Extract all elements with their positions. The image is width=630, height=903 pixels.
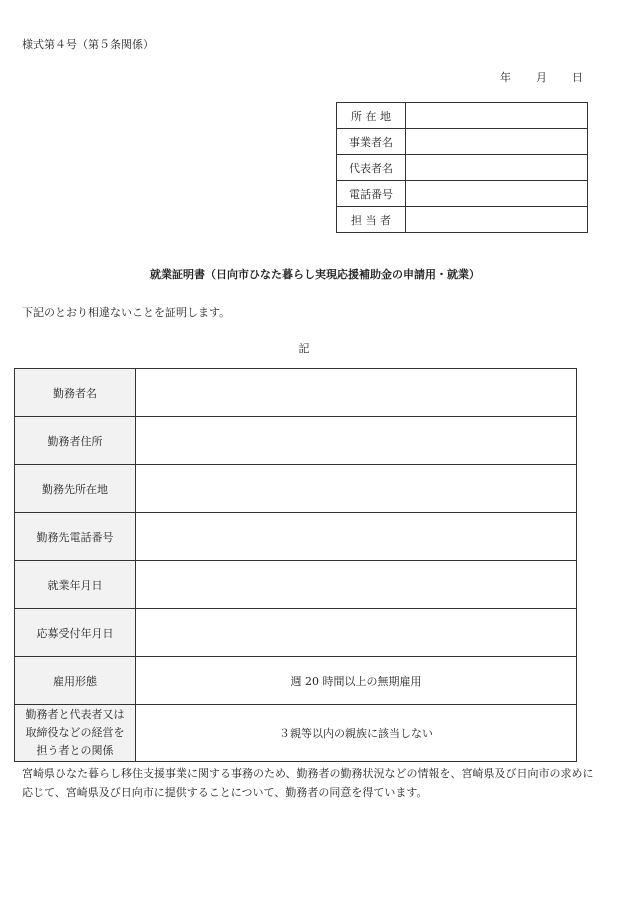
consent-note: 宮崎県ひなた暮らし移住支援事業に関する事務のため、勤務者の勤務状況などの情報を、宮崎県及び日向市の求めに応じて、宮崎県及び日向市に提供することについて、勤務者の同意を得ています。	[22, 767, 594, 799]
table-row	[15, 465, 577, 513]
application-date-field[interactable]	[136, 609, 577, 657]
table-row	[15, 417, 577, 465]
workplace-phone-label: 勤務先電話番号	[15, 513, 136, 561]
relation-label-line: 担う者との関係	[36, 744, 114, 757]
business-info-table	[336, 102, 588, 233]
employment-type-label: 雇用形態	[15, 657, 136, 705]
relation-label-line: 取締役などの経営を	[25, 726, 125, 739]
worker-address-field[interactable]	[136, 417, 577, 465]
workplace-phone-field[interactable]	[136, 513, 577, 561]
ki-mark: 記	[298, 342, 310, 355]
phone-label: 電話番号	[337, 181, 406, 207]
employment-date-field[interactable]	[136, 561, 577, 609]
contact-person-field[interactable]	[406, 207, 588, 233]
worker-address-label: 勤務者住所	[15, 417, 136, 465]
relation-value: ３親等以内の親族に該当しない	[136, 705, 577, 762]
table-row	[15, 561, 577, 609]
phone-field[interactable]	[406, 181, 588, 207]
document-title: 就業証明書（日向市ひなた暮らし実現応援補助金の申請用・就業）	[150, 268, 480, 281]
application-date-label: 応募受付年月日	[15, 609, 136, 657]
workplace-address-field[interactable]	[136, 465, 577, 513]
relation-label-line: 勤務者と代表者又は	[25, 708, 125, 721]
intro-text: 下記のとおり相違ないことを証明します。	[22, 306, 231, 319]
worker-name-field[interactable]	[136, 369, 577, 417]
date-month-label: 月	[536, 71, 547, 84]
table-row	[337, 207, 588, 233]
table-row	[337, 155, 588, 181]
employment-details-table	[14, 368, 577, 762]
table-row	[15, 513, 577, 561]
employment-date-label: 就業年月日	[15, 561, 136, 609]
representative-label: 代表者名	[337, 155, 406, 181]
workplace-address-label: 勤務先所在地	[15, 465, 136, 513]
date-year-label: 年	[500, 71, 511, 84]
table-row	[337, 181, 588, 207]
employment-type-value: 週 20 時間以上の無期雇用	[136, 657, 577, 705]
table-row	[15, 657, 577, 705]
representative-field[interactable]	[406, 155, 588, 181]
contact-person-label: 担 当 者	[337, 207, 406, 233]
date-line	[500, 69, 583, 85]
date-day-label: 日	[572, 71, 583, 84]
relation-label	[15, 705, 136, 762]
address-label: 所 在 地	[337, 103, 406, 129]
table-row	[15, 705, 577, 762]
table-row	[15, 609, 577, 657]
table-row	[337, 103, 588, 129]
business-name-label: 事業者名	[337, 129, 406, 155]
worker-name-label: 勤務者名	[15, 369, 136, 417]
form-number: 様式第４号（第５条関係）	[22, 38, 154, 51]
table-row	[337, 129, 588, 155]
address-field[interactable]	[406, 103, 588, 129]
table-row	[15, 369, 577, 417]
business-name-field[interactable]	[406, 129, 588, 155]
